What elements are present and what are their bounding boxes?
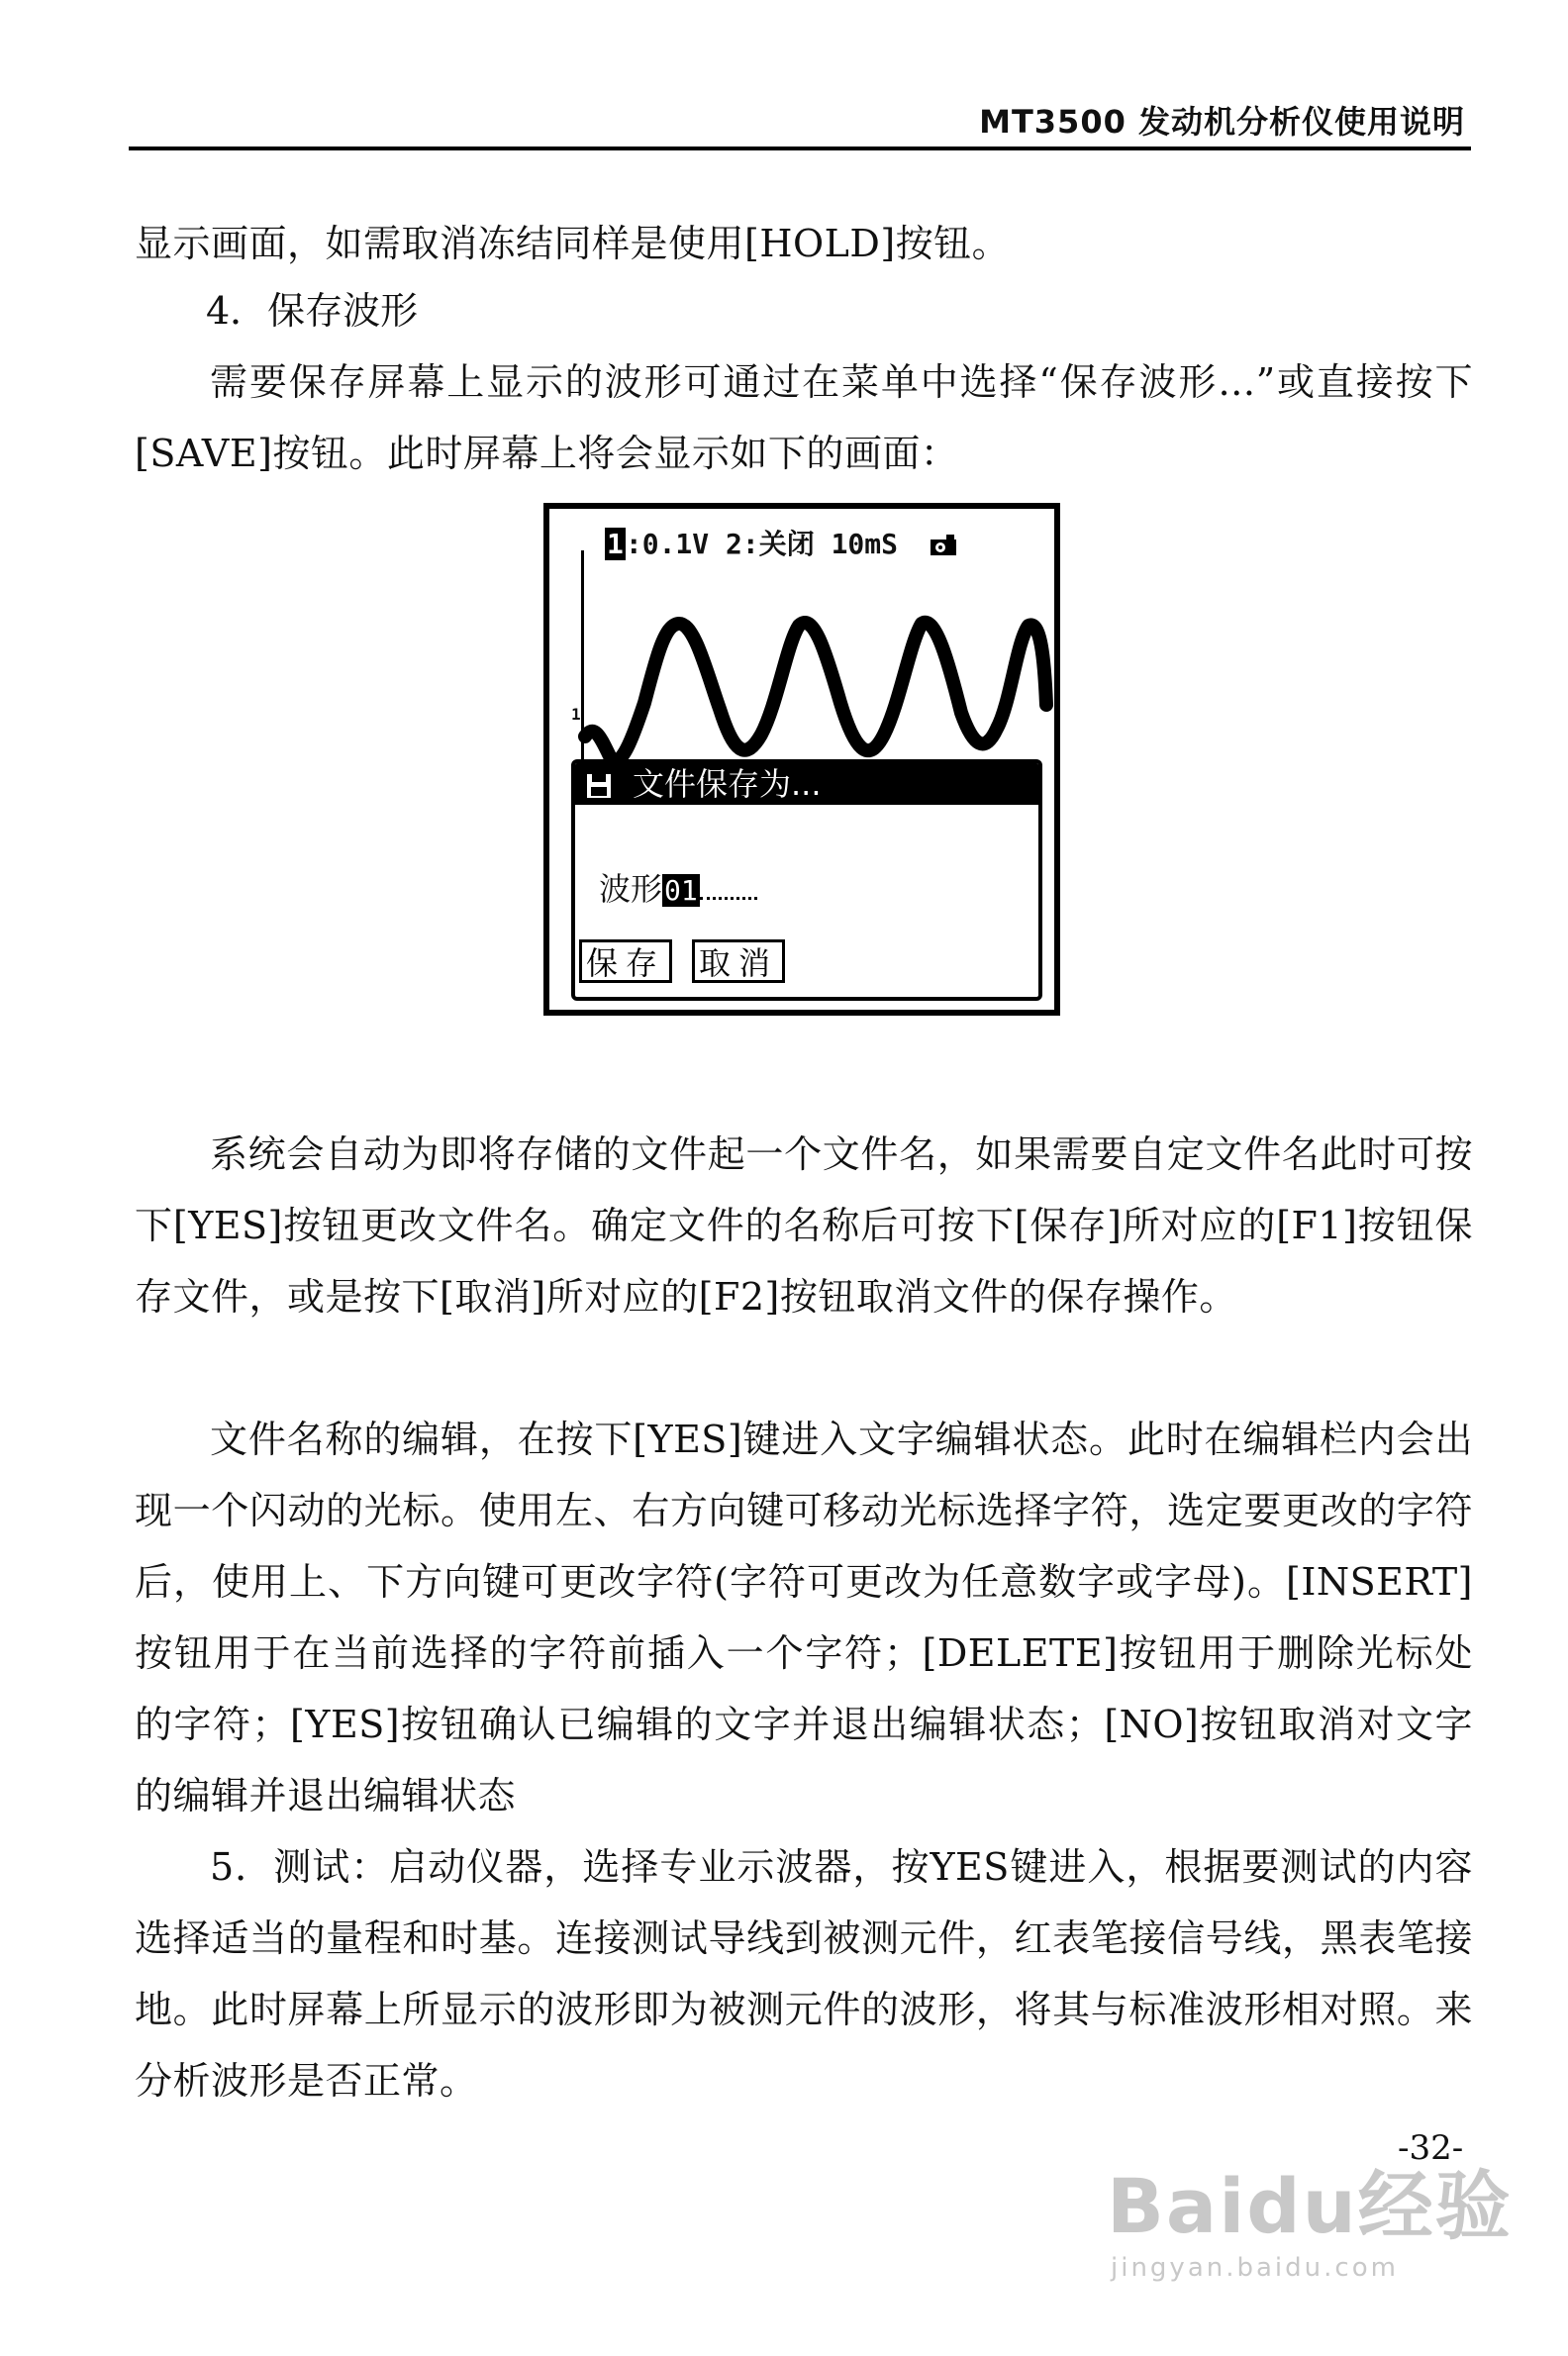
- device-screen: [543, 503, 1060, 1016]
- filename-value[interactable]: 01: [664, 874, 698, 907]
- paragraph-testing: 5．测试：启动仪器，选择专业示波器，按YES键进入，根据要测试的内容选择适当的量程和时基。连接测试导线到被测元件，红表笔接信号线，黑表笔接地。此时屏幕上所显示的波形即为被测元件的波形，将其与标准波形相对照。来分析波形是否正常。: [135, 1845, 1473, 2103]
- header-title: MT3500 发动机分析仪使用说明: [979, 103, 1465, 141]
- header-rule: [129, 147, 1471, 150]
- paragraph-filename-editing: 文件名称的编辑，在按下[YES]键进入文字编辑状态。此时在编辑栏内会出现一个闪动的光标。使用左、右方向键可移动光标选择字符，选定要更改的字符后，使用上、下方向键可更改字符(字符可更改为任意数字或字母)。[INSERT]按钮用于在当前选择的字符前插入一个字符；[DELETE]按钮用于删除光标处的字符；[YES]按钮确认已编辑的文字并退出编辑状态；[NO]按钮取消对文字的编辑并退出编辑状态: [135, 1418, 1473, 1817]
- page-number: -32-: [1398, 2128, 1464, 2168]
- filename-field[interactable]: [599, 864, 757, 910]
- paragraph-auto-filename: 系统会自动为即将存储的文件起一个文件名，如果需要自定文件名此时可按下[YES]按钮更改文件名。确定文件的名称后可按下[保存]所对应的[F1]按钮保存文件，或是按下[取消]所对应的[F2]按钮取消文件的保存操作。: [135, 1132, 1473, 1319]
- floppy-disk-icon: [585, 772, 613, 800]
- save-file-dialog: [571, 759, 1042, 1001]
- cancel-button[interactable]: 取消: [692, 939, 785, 983]
- dialog-title: 文件保存为...: [633, 765, 822, 803]
- waveform-trace: [549, 509, 1054, 776]
- dialog-title-bar: [575, 763, 1038, 805]
- watermark-logo-text: Baidu经验: [1107, 2162, 1513, 2250]
- filename-label: 波形: [599, 870, 663, 908]
- paragraph-hold: 显示画面，如需取消冻结同样是使用[HOLD]按钮。: [135, 222, 1011, 265]
- section-heading-save-waveform: 4．保存波形: [206, 289, 419, 333]
- channel-marker: 1: [571, 705, 581, 724]
- watermark-url: jingyan.baidu.com: [1111, 2253, 1399, 2283]
- paragraph-save-intro: 需要保存屏幕上显示的波形可通过在菜单中选择“保存波形…”或直接按下[SAVE]按钮。此时屏幕上将会显示如下的画面：: [135, 360, 1473, 475]
- baidu-watermark: [1107, 2124, 1513, 2316]
- status-text: :0.1V 2:关闭 10mS: [625, 528, 899, 560]
- filename-placeholder-dots: [700, 897, 757, 900]
- channel-indicator: 1: [607, 528, 624, 560]
- save-button[interactable]: 保存: [579, 939, 672, 983]
